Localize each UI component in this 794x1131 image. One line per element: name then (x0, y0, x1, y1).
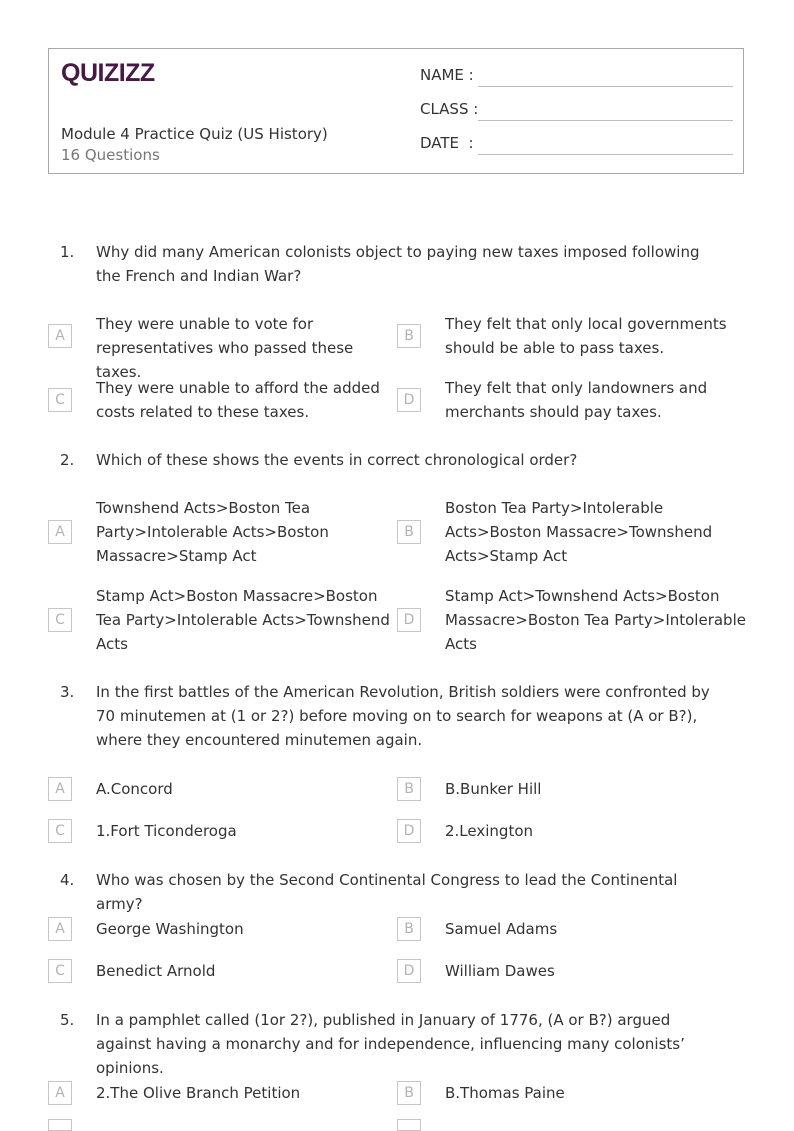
option-text: B.Bunker Hill (445, 780, 542, 798)
option-text: Boston Tea Party>Intolerable Acts>Boston Massacre>Townshend Acts>Stamp Act (445, 499, 713, 565)
option-letter-box[interactable]: C (48, 608, 72, 632)
option-text: Townshend Acts>Boston Tea Party>Intolerable Acts>Boston Massacre>Stamp Act (96, 499, 329, 565)
question-number: 4. (60, 871, 75, 889)
option-letter-box[interactable]: B (397, 520, 421, 544)
option-letter-box-cut (397, 1119, 421, 1131)
question-number: 5. (60, 1011, 75, 1029)
class-line[interactable] (478, 120, 733, 121)
option-letter-box[interactable]: C (48, 959, 72, 983)
option-letter-box[interactable]: A (48, 520, 72, 544)
option-text: They were unable to vote for representatives who passed these taxes. (96, 315, 354, 381)
option-text: Stamp Act>Boston Massacre>Boston Tea Party>Intolerable Acts>Townshend Acts (96, 587, 390, 653)
option-letter-box[interactable]: B (397, 324, 421, 348)
option-letter-box[interactable]: D (397, 959, 421, 983)
option-letter-box[interactable]: B (397, 1081, 421, 1105)
option-text: A.Concord (96, 780, 173, 798)
option-letter-box[interactable]: B (397, 917, 421, 941)
option-letter-box[interactable]: D (397, 819, 421, 843)
date-line[interactable] (478, 154, 733, 155)
option-text: 1.Fort Ticonderoga (96, 822, 237, 840)
name-line[interactable] (478, 86, 733, 87)
question-number: 1. (60, 243, 75, 261)
class-field[interactable] (420, 97, 733, 121)
option-text: George Washington (96, 920, 244, 938)
option-letter-box[interactable]: A (48, 917, 72, 941)
question-number: 3. (60, 683, 75, 701)
option-text: William Dawes (445, 962, 555, 980)
option-letter-box[interactable]: A (48, 1081, 72, 1105)
name-label: NAME : (420, 66, 474, 84)
question-count: 16 Questions (61, 146, 160, 164)
date-field[interactable] (420, 131, 733, 155)
option-letter-box[interactable]: D (397, 388, 421, 412)
option-letter-box[interactable]: C (48, 819, 72, 843)
option-text: They felt that only landowners and merchants should pay taxes. (445, 379, 708, 421)
option-letter-box-cut (48, 1119, 72, 1131)
question-text: In a pamphlet called (1or 2?), published in January of 1776, (A or B?) argued against having a monarchy and for independence, influencing many colonists’ opinions. (96, 1011, 685, 1077)
question-text: Who was chosen by the Second Continental Congress to lead the Continental army? (96, 871, 678, 913)
option-letter-box[interactable]: B (397, 777, 421, 801)
option-letter-box[interactable]: A (48, 324, 72, 348)
quiz-header (48, 48, 744, 174)
class-label: CLASS : (420, 100, 479, 118)
option-text: 2.Lexington (445, 822, 534, 840)
option-text: Stamp Act>Townshend Acts>Boston Massacre>Boston Tea Party>Intolerable Acts (445, 587, 746, 653)
question-text: Why did many American colonists object to paying new taxes imposed following the French and Indian War? (96, 243, 700, 285)
question-number: 2. (60, 451, 75, 469)
name-field[interactable] (420, 63, 733, 87)
question-text: In the first battles of the American Revolution, British soldiers were confronted by 70 minutemen at (1 or 2?) before moving on to search for weapons at (A or B?), where they encountered minutemen again. (96, 683, 710, 749)
date-label: DATE : (420, 134, 474, 152)
quizizz-logo: QUIZIZZ (61, 59, 155, 87)
option-letter-box[interactable]: C (48, 388, 72, 412)
option-text: They felt that only local governments should be able to pass taxes. (445, 315, 727, 357)
option-text: B.Thomas Paine (445, 1084, 565, 1102)
option-text: Samuel Adams (445, 920, 558, 938)
option-text: Benedict Arnold (96, 962, 216, 980)
quiz-title: Module 4 Practice Quiz (US History) (61, 125, 328, 143)
option-text: 2.The Olive Branch Petition (96, 1084, 301, 1102)
option-letter-box[interactable]: A (48, 777, 72, 801)
option-letter-box[interactable]: D (397, 608, 421, 632)
question-text: Which of these shows the events in correct chronological order? (96, 451, 578, 469)
option-text: They were unable to afford the added costs related to these taxes. (96, 379, 380, 421)
